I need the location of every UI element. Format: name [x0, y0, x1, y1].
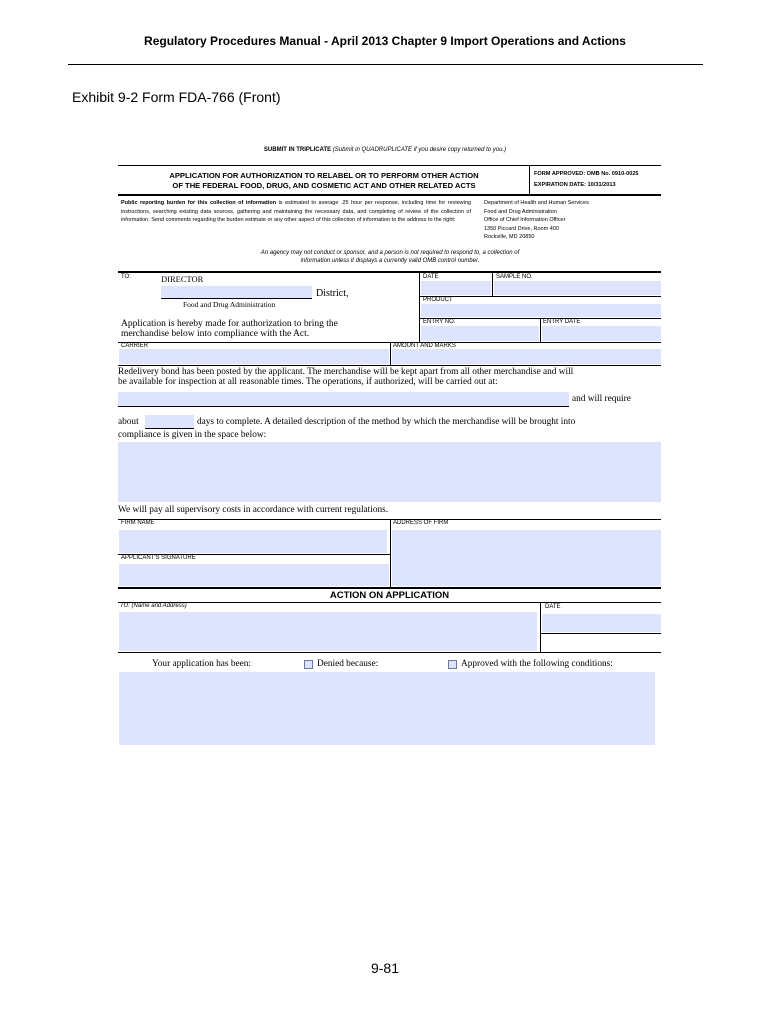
denied-text: Denied because:: [317, 659, 379, 669]
approved-checkbox[interactable]: [448, 660, 457, 669]
compliance-text: compliance is given in the space below:: [118, 430, 267, 440]
amount-input[interactable]: [392, 349, 661, 364]
application-line-2: merchandise below into compliance with the Act.: [121, 329, 310, 339]
firm-address-label: ADDRESS OF FIRM: [393, 520, 449, 526]
title-bottom-rule: [118, 194, 661, 196]
entry-divider: [540, 318, 541, 342]
to-name-input[interactable]: [119, 612, 537, 651]
expiration-date: EXPIRATION DATE: 10/31/2013: [534, 182, 616, 188]
firm-divider: [390, 519, 391, 587]
title-line-2: OF THE FEDERAL FOOD, DRUG, AND COSMETIC ACT AND OTHER RELATED ACTS: [172, 181, 476, 190]
submit-italic: (Submit in QUADRUPLICATE if you desire copy returned to you.): [332, 147, 507, 153]
title-line-1: APPLICATION FOR AUTHORIZATION TO RELABEL OR TO PERFORM OTHER ACTION: [169, 171, 479, 180]
application-line-1: Application is hereby made for authorization to bring the: [121, 319, 338, 329]
address-line: Office of Chief Information Officer: [484, 217, 566, 224]
date-label: DATE: [423, 274, 439, 280]
page-number: 9-81: [370, 960, 400, 976]
carrier-divider: [390, 342, 391, 365]
firm-name-input[interactable]: [119, 530, 387, 553]
submit-instruction: [0, 147, 770, 153]
form-approved: FORM APPROVED: OMB No. 0910-0025: [534, 171, 639, 177]
redelivery-line-1: Redelivery bond has been posted by the applicant. The merchandise will be kept apart from all other merchandise and will: [118, 367, 574, 377]
entry-no-input[interactable]: [421, 326, 539, 341]
carrier-bottom-rule: [118, 365, 661, 366]
to-name-label: TO: (Name and Address): [120, 603, 187, 609]
days-underline: [145, 428, 194, 429]
district-text: District,: [316, 288, 349, 299]
action-date-label: DATE: [545, 604, 561, 610]
burden-rest: is estimated to average .25 hour per response, including time for reviewing instructions, searching existing data sources, gathering and maintaining the necessary data, and completing of review of the collection of information. Send comments regarding the burden estimate or any other aspect of this collection of information to the address to the right:: [121, 200, 471, 224]
denied-checkbox[interactable]: [304, 660, 313, 669]
location-underline: [118, 406, 569, 407]
district-underline: [161, 298, 312, 299]
burden-bold: Public reporting burden for this collection of information: [121, 200, 277, 206]
product-input[interactable]: [421, 304, 661, 317]
sample-no-label: SAMPLE NO.: [496, 274, 533, 280]
firm-name-label: FIRM NAME: [121, 520, 155, 526]
action-date-input[interactable]: [542, 614, 661, 632]
burden-statement: [121, 199, 471, 225]
product-top-rule: [420, 296, 661, 297]
omb-box: [534, 169, 639, 191]
address-line: Rockville, MD 20850: [484, 234, 535, 241]
sample-no-input[interactable]: [494, 281, 661, 295]
carrier-input[interactable]: [119, 349, 389, 364]
carrier-label: CARRIER: [121, 343, 149, 349]
days-text: days to complete. A detailed description of the method by which the merchandise will be brought into: [197, 417, 576, 427]
omb-notice-line-1: An agency may not conduct or sponsor, and a person is not required to respond to, a collection of: [260, 250, 520, 256]
application-statement: [121, 319, 338, 339]
date-divider: [492, 273, 493, 296]
section-rule: [118, 271, 661, 273]
form-top-rule: [118, 165, 661, 166]
title-divider: [529, 165, 530, 194]
method-description-input[interactable]: [118, 442, 661, 502]
running-head: Regulatory Procedures Manual - April 2013 Chapter 9 Import Operations and Actions: [144, 34, 626, 48]
supervisory-text: We will pay all supervisory costs in accordance with current regulations.: [118, 505, 389, 515]
about-text: about: [118, 417, 139, 427]
header-divider: [68, 64, 703, 65]
action-bottom-rule: [118, 652, 661, 653]
omb-notice: [0, 249, 770, 265]
to-divider: [419, 273, 420, 342]
date-input[interactable]: [421, 281, 491, 295]
to-label: TO:: [121, 274, 131, 280]
address-line: Food and Drug Administration: [484, 208, 557, 215]
redelivery-statement: [118, 367, 573, 387]
action-top-rule: [118, 587, 661, 589]
approved-text: Approved with the following conditions:: [461, 659, 613, 669]
fda-text: Food and Drug Administration: [183, 300, 276, 309]
address-block: [484, 199, 589, 242]
location-input[interactable]: [118, 392, 569, 406]
signature-input[interactable]: [119, 564, 389, 586]
action-title: ACTION ON APPLICATION: [329, 590, 450, 601]
entry-date-label: ENTRY DATE: [543, 319, 581, 325]
amount-label: AMOUNT AND MARKS: [393, 343, 456, 349]
action-date-rule: [540, 633, 661, 634]
action-divider: [540, 602, 541, 652]
address-line: Department of Health and Human Services: [484, 200, 589, 206]
director-text: DIRECTOR: [161, 274, 204, 284]
entry-no-label: ENTRY NO.: [423, 319, 456, 325]
days-input[interactable]: [145, 415, 194, 428]
conditions-input[interactable]: [119, 672, 655, 745]
address-line: 1350 Piccard Drive, Room 400: [484, 225, 559, 232]
will-require-text: and will require: [572, 394, 631, 404]
exhibit-title: Exhibit 9-2 Form FDA-766 (Front): [72, 89, 281, 105]
product-label: PRODUCT: [423, 297, 453, 303]
redelivery-line-2: be available for inspection at all reasonable times. The operations, if authorized, will be carried out at:: [118, 377, 498, 387]
entry-date-input[interactable]: [542, 326, 661, 341]
action-title-rule: [118, 602, 661, 603]
omb-notice-line-2: information unless it displays a currently valid OMB control number.: [300, 258, 480, 264]
firm-address-input[interactable]: [392, 530, 661, 586]
form-title: [120, 171, 528, 191]
submit-bold: SUBMIT IN TRIPLICATE: [263, 147, 332, 153]
signature-label: APPLICANT'S SIGNATURE: [121, 555, 196, 561]
your-application-text: Your application has been:: [152, 659, 251, 669]
district-input[interactable]: [161, 286, 312, 298]
